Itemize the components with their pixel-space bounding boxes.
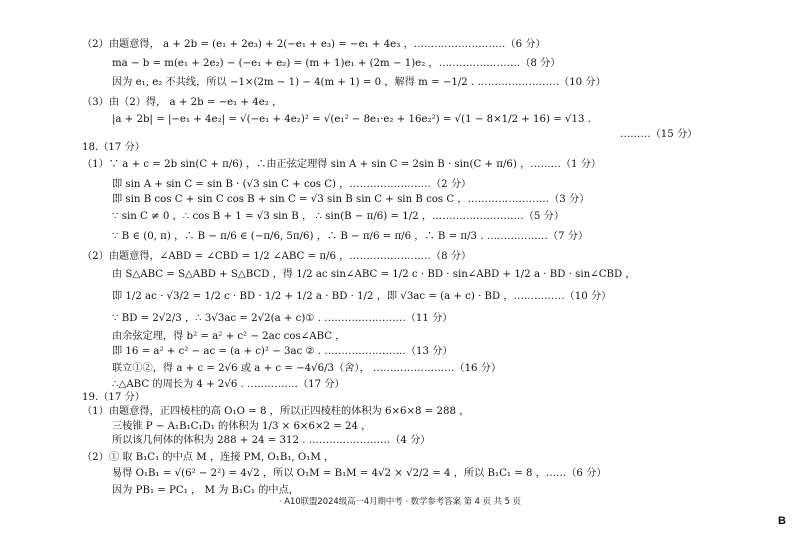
answer-line: ∵ BD = 2√2/3 ，∴ 3√3ac = 2√2(a + c)① . ……………………（11 分） bbox=[112, 313, 453, 324]
answer-line: ∵ sin C ≠ 0 ，∴ cos B + 1 = √3 sin B ， ∴ sin(B − π/6) = 1/2 ，………………………（5 分） bbox=[112, 211, 565, 222]
answer-line: ………（15 分） bbox=[620, 129, 698, 140]
answer-line: 由余弦定理，得 b² = a² + c² − 2ac cos∠ABC ， bbox=[112, 331, 346, 342]
answer-line: ∵ B ∈ (0, π) ，∴ B − π/6 ∈ (−π/6, 5π/6) ，∴ B − π/6 = π/6 ，∴ B = π/3 . ………………（7 分） bbox=[112, 231, 589, 242]
answer-line: 即 16 = a² + c² − ac = (a + c)² − 3ac ② . ……………………（13 分） bbox=[112, 346, 453, 357]
answer-line: （3）由（2）得， a + 2b = −e₁ + 4e₂ ， bbox=[82, 97, 283, 108]
answer-line: |a + 2b| = |−e₁ + 4e₂| = √(−e₁ + 4e₂)² = √(e₁² − 8e₁·e₂ + 16e₂²) = √(1 − 8×1/2 + 16) = √13 . bbox=[112, 114, 591, 125]
answer-line: （1）∵ a + c = 2b sin(C + π/6) ，∴由正弦定理得 sin A + sin C = 2sin B · sin(C + π/6) ，………（1 分） bbox=[82, 159, 602, 170]
page-footer: · A10联盟2024级高一4月期中考 · 数学参考答案 第 4 页 共 5 页 bbox=[278, 496, 522, 506]
answer-line: （1）由题意得，正四棱柱的高 O₁O = 8 ，所以正四棱柱的体积为 6×6×8 = 288 ， bbox=[82, 406, 470, 417]
answer-line: 即 sin A + sin C = sin B · (√3 sin C + cos C) ，……………………（2 分） bbox=[112, 179, 472, 190]
answer-line: 18.（17 分） bbox=[82, 142, 145, 153]
answer-line: ma − b = m(e₁ + 2e₂) − (−e₁ + e₂) = (m + 1)e₁ + (2m − 1)e₂ ，……………………（8 分） bbox=[112, 58, 561, 69]
answer-line: 即 sin B cos C + sin C cos B + sin C = √3 sin B sin C + sin B cos C ，……………………（3 分） bbox=[112, 194, 590, 205]
answer-line: 即 1/2 ac · √3/2 = 1/2 c · BD · 1/2 + 1/2 a · BD · 1/2 ，即 √3ac = (a + c) · BD ，……………（10 分） bbox=[112, 291, 612, 302]
answer-line: 因为 e₁, e₂ 不共线，所以 −1×(2m − 1) − 4(m + 1) = 0 ，解得 m = −1/2 . ……………………（10 分） bbox=[112, 77, 606, 88]
answer-line: 因为 PB₁ = PC₁ ， M 为 B₁C₁ 的中点， bbox=[112, 485, 299, 496]
answer-line: 易得 O₁B₁ = √(6² − 2²) = 4√2 ，所以 O₁M = B₁M = 4√2 × √2/2 = 4 ，所以 B₁C₁ = 8 ，……（6 分） bbox=[112, 468, 607, 479]
corner-mark: B bbox=[778, 515, 786, 527]
answer-line: （2）由题意得，∠ABD = ∠CBD = 1/2 ∠ABC = π/6 ，……………………（8 分） bbox=[82, 251, 472, 262]
answer-line: 由 S△ABC = S△ABD + S△BCD ，得 1/2 ac sin∠ABC = 1/2 c · BD · sin∠ABD + 1/2 a · BD · sin∠CBD ， bbox=[112, 269, 636, 280]
answer-line: 三棱锥 P − A₁B₁C₁D₁ 的体积为 1/3 × 6×6×2 = 24 ， bbox=[112, 421, 372, 432]
answer-line: （2）由题意得， a + 2b = (e₁ + 2e₃) + 2(−e₁ + e₃) = −e₁ + 4e₃ ，………………………（6 分） bbox=[82, 39, 546, 50]
answer-line: （2）① 取 B₁C₁ 的中点 M ，连接 PM, O₁B₁, O₁M ， bbox=[82, 452, 335, 463]
answer-line: 所以该几何体的体积为 288 + 24 = 312 . ……………………（4 分） bbox=[112, 435, 431, 446]
answer-line: ∴△ABC 的周长为 4 + 2√6 . ……………（17 分） bbox=[112, 379, 345, 390]
answer-line: 联立①②，得 a + c = 2√6 或 a + c = −4√6/3（舍）， ……………………（16 分） bbox=[112, 363, 502, 374]
answer-line: 19.（17 分） bbox=[82, 392, 145, 403]
